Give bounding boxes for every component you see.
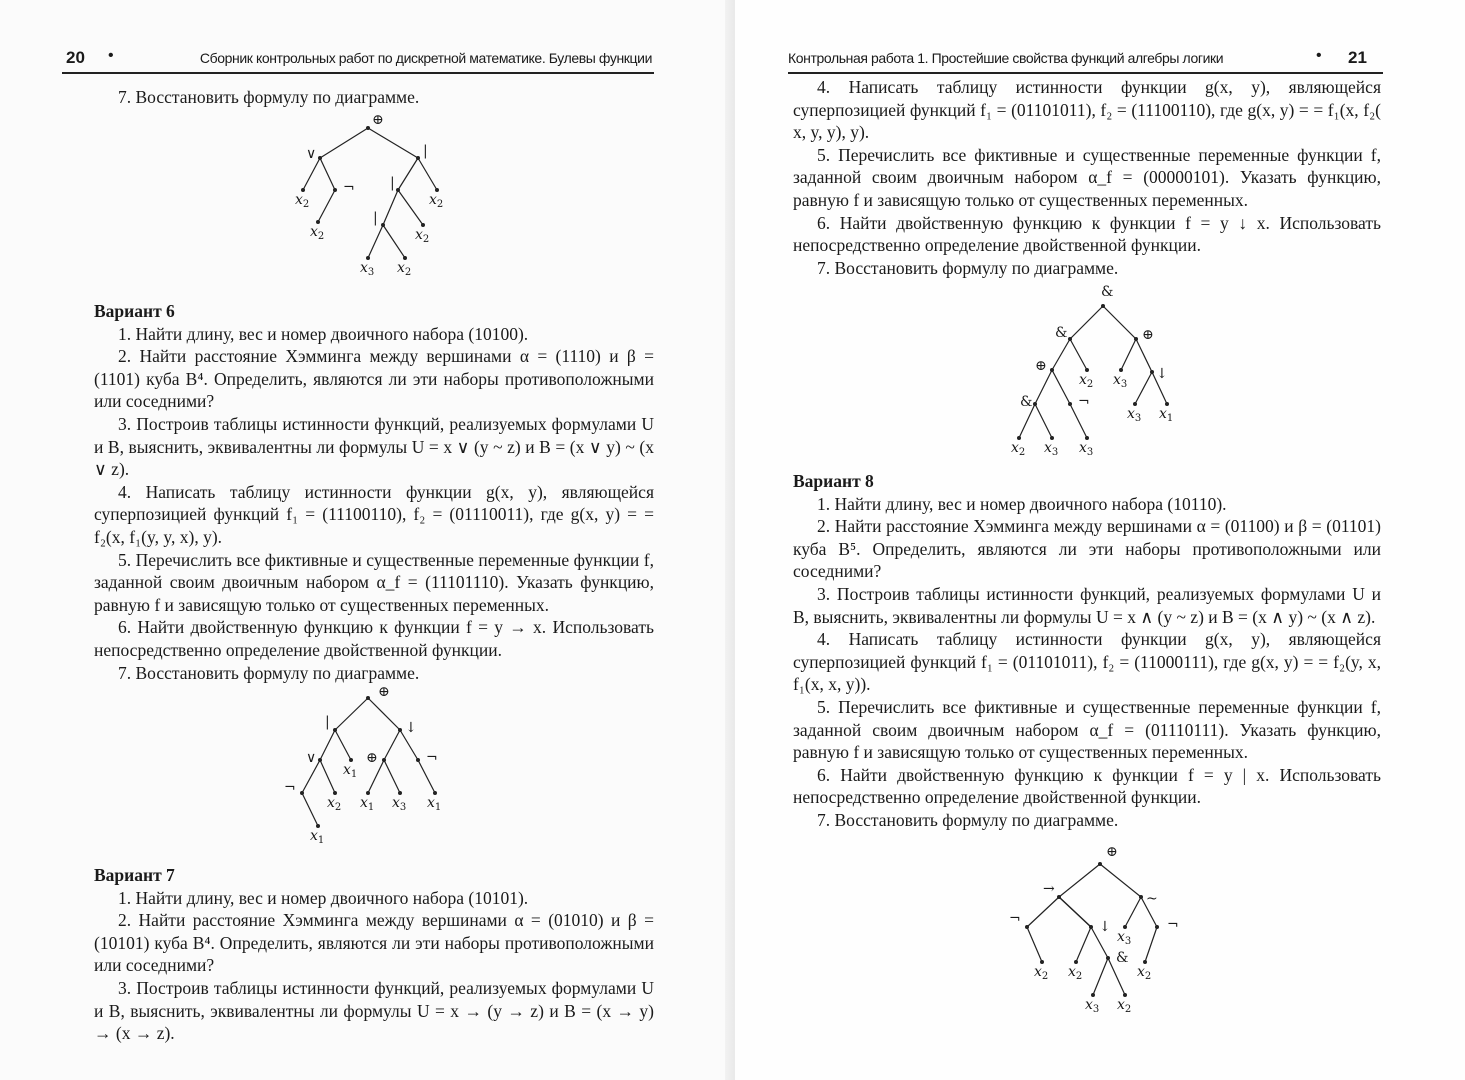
variable-label: $x_3$ xyxy=(1085,997,1100,1015)
variable-label: $x_3$ xyxy=(1044,440,1059,458)
formula-diagram-c xyxy=(990,280,1220,460)
formula-diagram-b xyxy=(270,675,470,845)
variable-label: $x_2$ xyxy=(397,260,412,278)
tree-edge xyxy=(303,158,320,190)
right-running-head xyxy=(788,46,1383,74)
tree-edge xyxy=(1070,306,1103,339)
tree-node xyxy=(382,758,386,762)
tree-node xyxy=(333,188,337,192)
variable-label: $x_2$ xyxy=(1011,440,1026,458)
operator-label: & xyxy=(1055,325,1068,341)
operator-label: → xyxy=(1043,881,1055,897)
task-item: 7. Восстановить формулу по диаграмме. xyxy=(118,87,420,107)
tree-node xyxy=(1050,368,1054,372)
variant-heading: Вариант 7 xyxy=(94,865,175,885)
operator-label: ⊕ xyxy=(378,684,390,700)
operator-label: ~ xyxy=(1146,891,1158,907)
operator-label: ⊕ xyxy=(1142,327,1154,343)
operator-label: | xyxy=(325,714,330,730)
tree-node xyxy=(1098,862,1102,866)
task-item: 1. Найти длину, вес и номер двоичного набора (10100). xyxy=(118,323,529,344)
tree-edge xyxy=(320,158,335,190)
tree-edge xyxy=(1103,306,1136,339)
tree-edge xyxy=(335,698,368,730)
operator-label: ⊕ xyxy=(1106,844,1118,860)
variable-label: $x_3$ xyxy=(1079,440,1094,458)
variant-7-continued xyxy=(793,76,1381,279)
task-item: 2. Найти расстояние Хэмминга между вершинами α = (01010) и β = (10101) куба B⁴. Определить, являются ли эти наборы противоположными или соседними? xyxy=(94,910,654,976)
tree-edge xyxy=(384,730,400,760)
tree-node xyxy=(1134,337,1138,341)
variable-label: $x_1$ xyxy=(343,762,358,780)
tree-edge xyxy=(1076,927,1091,962)
tree-node xyxy=(366,126,370,130)
task-item: 5. Перечислить все фиктивные и существенные переменные функции f, заданной своим двоичным набором α_f = (00000101). Указать функцию, равную f и зависящую только от существенных переменных. xyxy=(793,144,1381,210)
tree-node xyxy=(416,156,420,160)
operator-label: ¬ xyxy=(1078,394,1090,410)
tree-edge xyxy=(418,158,437,190)
tree-node xyxy=(366,696,370,700)
operator-label: ↓ xyxy=(1156,366,1168,382)
bullet: • xyxy=(108,47,114,64)
tree-edge xyxy=(1052,370,1070,404)
tree-node xyxy=(318,758,322,762)
tree-edge xyxy=(1100,864,1141,897)
task-item: 2. Найти расстояние Хэмминга между вершинами α = (1110) и β = (1101) куба B⁴. Определить, являются ли эти наборы противоположными или соседними? xyxy=(94,346,654,412)
page-number: 20 xyxy=(66,48,85,67)
tree-node xyxy=(1089,925,1093,929)
tree-edge xyxy=(384,760,400,793)
operator-label: & xyxy=(1020,394,1033,410)
variable-label: $x_2$ xyxy=(295,192,310,210)
tree-node xyxy=(381,223,385,227)
tree-edge xyxy=(1093,958,1108,995)
tree-node xyxy=(333,728,337,732)
tree-edge xyxy=(320,760,335,793)
variant-7 xyxy=(94,864,654,1045)
tree-node xyxy=(398,728,402,732)
tree-edge xyxy=(368,698,400,730)
operator-label: ¬ xyxy=(343,180,355,196)
variable-label: $x_1$ xyxy=(1159,406,1174,424)
task-item: 5. Перечислить все фиктивные и существенные переменные функции f, заданной своим двоичным набором α_f = (01110111). Указать функцию, равную f и зависящую только от существенных переменных. xyxy=(793,696,1381,763)
task-item: 5. Перечислить все фиктивные и существенные переменные функции f, заданной своим двоичным набором α_f = (11101110). Указать функцию, равную f и зависящую только от существенных переменных. xyxy=(94,549,654,615)
tree-edge xyxy=(1035,404,1052,438)
tree-edge xyxy=(1059,897,1091,927)
tree-node xyxy=(1101,304,1105,308)
operator-label: ⊕ xyxy=(366,750,378,766)
tree-node xyxy=(1139,895,1143,899)
tree-node xyxy=(1068,402,1072,406)
tree-edge xyxy=(302,793,318,826)
variable-label: $x_2$ xyxy=(327,795,342,813)
tree-node xyxy=(396,188,400,192)
task-item: 4. Написать таблицу истинности функции g(x, y), являющейся суперпозицией функций f₁ = (11100110), f₂ = (01110011), где g(x, y) = = f₂(x, f₁(y, y, x), y). xyxy=(94,481,654,547)
tree-edge xyxy=(1059,864,1100,897)
tree-edge xyxy=(1027,927,1042,962)
formula-diagram-a xyxy=(280,105,480,280)
variable-label: $x_2$ xyxy=(429,192,444,210)
tree-edge xyxy=(1145,927,1157,962)
operator-label: | xyxy=(423,143,428,159)
variable-label: $x_3$ xyxy=(1113,372,1128,390)
operator-label: ¬ xyxy=(284,780,296,796)
variable-label: $x_3$ xyxy=(1127,406,1142,424)
left-running-head xyxy=(62,46,654,74)
tree-node xyxy=(1068,337,1072,341)
variable-label: $x_3$ xyxy=(360,260,375,278)
tree-node xyxy=(1033,402,1037,406)
task-item: 6. Найти двойственную функцию к функции f = y → x. Использовать непосредственно определение двойственной функции. xyxy=(94,617,654,660)
tree-edge xyxy=(1125,897,1141,927)
operator-label: ¬ xyxy=(1009,911,1021,927)
operator-label: ↓ xyxy=(405,720,417,736)
tree-node xyxy=(318,156,322,160)
variable-label: $x_3$ xyxy=(1117,929,1132,947)
tree-node xyxy=(1155,925,1159,929)
task-item: 3. Построив таблицы истинности функций, реализуемых формулами U и B, выяснить, эквивалентны ли формулы U = x ∧ (y ~ z) и B = (x ∧ y) ~ (x ∧ z). xyxy=(793,583,1381,627)
operator-label: ∨ xyxy=(306,750,317,766)
variable-label: $x_2$ xyxy=(310,224,325,242)
operator-label: ¬ xyxy=(1167,917,1179,933)
bullet: • xyxy=(1316,47,1322,64)
task-item: 1. Найти длину, вес и номер двоичного набора (10110). xyxy=(817,493,1227,514)
variable-label: $x_2$ xyxy=(1137,964,1152,982)
task-item: 7. Восстановить формулу по диаграмме. xyxy=(817,809,1119,830)
tree-node xyxy=(1057,895,1061,899)
tree-edge xyxy=(383,225,405,258)
tree-edge xyxy=(335,730,351,760)
task-item: 2. Найти расстояние Хэмминга между вершинами α = (01100) и β = (01101) куба B⁵. Определить, являются ли эти наборы противоположными или соседними? xyxy=(793,516,1381,582)
tree-node xyxy=(1106,956,1110,960)
tree-edge xyxy=(1070,339,1087,370)
variable-label: $x_2$ xyxy=(1117,997,1132,1015)
formula-diagram-d xyxy=(990,840,1220,1030)
task-item: 4. Написать таблицу истинности функции g(x, y), являющейся суперпозицией функций f₁ = (01101011), f₂ = (11000111), где g(x, y) = = f₂(y, x, f₁(x, x, y)). xyxy=(793,629,1381,695)
operator-label: | xyxy=(373,210,378,226)
variable-label: $x_2$ xyxy=(1079,372,1094,390)
tree-edge xyxy=(320,730,335,760)
operator-label: ⊕ xyxy=(372,112,384,128)
operator-label: | xyxy=(390,175,395,191)
task-item: 6. Найти двойственную функцию к функции f = y ↓ x. Использовать непосредственно определение двойственной функции. xyxy=(793,212,1381,256)
task-item: 6. Найти двойственную функцию к функции f = y | x. Использовать непосредственно определение двойственной функции. xyxy=(793,764,1381,808)
tree-node xyxy=(300,791,304,795)
variant-heading: Вариант 8 xyxy=(793,471,874,491)
tree-node xyxy=(416,758,420,762)
tree-edge xyxy=(1052,339,1070,370)
operator-label: ¬ xyxy=(426,750,438,766)
operator-label: ∨ xyxy=(306,146,317,162)
operator-label: & xyxy=(1101,284,1114,300)
tree-edge xyxy=(1136,339,1152,372)
tree-edge xyxy=(1121,339,1136,370)
tree-edge xyxy=(383,190,398,225)
task-item: 1. Найти длину, вес и номер двоичного набора (10101). xyxy=(118,887,529,908)
variable-label: $x_1$ xyxy=(360,795,375,813)
task-item: 3. Построив таблицы истинности функций, реализуемых формулами U и B, выяснить, эквивалентны ли формулы U = x → (y → z) и B = (x → y) → (x → z). xyxy=(94,977,654,1044)
task-item: 3. Построив таблицы истинности функций, реализуемых формулами U и B, выяснить, эквивалентны ли формулы U = x ∨ (y ~ z) и B = (x ∨ y) ~ (x ∨ z). xyxy=(94,413,654,480)
tree-edge xyxy=(368,225,383,258)
task-item: 7. Восстановить формулу по диаграмме. xyxy=(118,662,420,683)
operator-label: ⊕ xyxy=(1035,358,1047,374)
task-item: 4. Написать таблицу истинности функции g(x, y), являющейся суперпозицией функций f₁ = (01101011), f₂ = (11100110), где g(x, y) = = f₁(x, f₂( x, y, y), y). xyxy=(793,77,1381,143)
tree-node xyxy=(1150,370,1154,374)
tree-node xyxy=(1025,925,1029,929)
page-number: 21 xyxy=(1348,48,1367,67)
operator-label: ↓ xyxy=(1099,919,1111,935)
operator-label: & xyxy=(1116,950,1129,966)
tree-edge xyxy=(1035,370,1052,404)
tree-edge xyxy=(398,158,418,190)
variant-6 xyxy=(94,300,654,684)
tree-edge xyxy=(320,128,368,158)
variable-label: $x_3$ xyxy=(392,795,407,813)
tree-edge xyxy=(368,128,418,158)
variable-label: $x_1$ xyxy=(310,828,325,846)
tree-edge xyxy=(318,190,335,222)
variant-heading: Вариант 6 xyxy=(94,301,175,321)
tree-edge xyxy=(1027,897,1059,927)
running-title: Контрольная работа 1. Простейшие свойства функций алгебры логики xyxy=(788,50,1224,66)
variable-label: $x_1$ xyxy=(427,795,442,813)
variable-label: $x_2$ xyxy=(415,227,430,245)
tree-edge xyxy=(1135,372,1152,404)
task-item: 7. Восстановить формулу по диаграмме. xyxy=(817,257,1119,278)
variable-label: $x_2$ xyxy=(1034,964,1049,982)
running-title: Сборник контрольных работ по дискретной математике. Булевы функции xyxy=(199,50,652,66)
variable-label: $x_2$ xyxy=(1068,964,1083,982)
tree-edge xyxy=(398,190,423,225)
variant-8 xyxy=(793,470,1381,832)
